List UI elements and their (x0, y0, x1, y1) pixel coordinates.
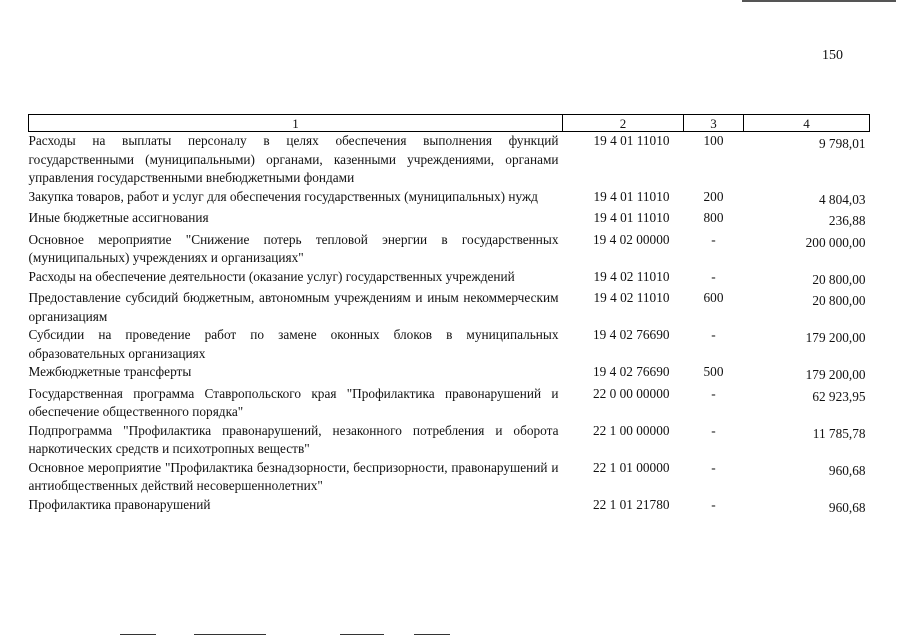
row-amount: 960,68 (828, 462, 866, 478)
row-code: 19 4 02 76690 (593, 364, 670, 379)
table-row (29, 422, 870, 459)
row-expense-type: - (711, 459, 716, 475)
row-amount: 960,68 (828, 499, 866, 515)
table-row (29, 268, 870, 290)
row-description: Закупка товаров, работ и услуг для обеспечения государственных (муниципальных) нужд (28, 188, 538, 204)
row-code: 22 0 00 00000 (593, 385, 670, 401)
table-row (29, 209, 870, 231)
row-expense-type: 600 (703, 290, 724, 305)
row-description: Профилактика правонарушений (28, 496, 211, 512)
bottom-scan-marks (120, 628, 460, 638)
row-expense-type: - (711, 231, 716, 247)
table-row (29, 385, 870, 422)
row-code: 19 4 01 11010 (593, 188, 670, 204)
table-row (29, 188, 870, 210)
row-expense-type: 800 (703, 210, 724, 225)
table-row (29, 231, 870, 268)
row-amount: 20 800,00 (812, 271, 866, 287)
row-amount: 236,88 (828, 213, 866, 228)
row-amount: 62 923,95 (812, 388, 866, 404)
row-amount: 179 200,00 (805, 367, 866, 382)
row-description: Подпрограмма "Профилактика правонарушений, незаконного потребления и оборота наркотических средств и психотропных веществ" (28, 422, 559, 456)
row-code: 22 1 00 00000 (593, 422, 670, 438)
row-code: 19 4 01 11010 (593, 210, 670, 225)
header-col-4: 4 (744, 115, 870, 132)
header-col-1: 1 (29, 115, 563, 132)
row-expense-type: 500 (703, 364, 724, 379)
table-row (29, 289, 870, 326)
row-code: 19 4 02 76690 (593, 327, 670, 342)
top-rule (742, 0, 896, 2)
row-expense-type: 100 (703, 133, 724, 148)
table-row (29, 459, 870, 496)
row-code: 22 1 01 00000 (593, 459, 670, 475)
row-expense-type: - (711, 327, 716, 342)
row-amount: 4 804,03 (818, 191, 866, 207)
row-code: 19 4 02 00000 (593, 231, 670, 247)
row-code: 19 4 01 11010 (593, 133, 670, 148)
table-header-row (29, 115, 870, 132)
row-expense-type: - (711, 422, 716, 438)
budget-table (28, 114, 870, 517)
header-col-3: 3 (684, 115, 744, 132)
row-amount: 11 785,78 (812, 425, 866, 441)
row-amount: 179 200,00 (805, 330, 866, 345)
row-code: 19 4 02 11010 (593, 268, 670, 284)
table-row (29, 363, 870, 385)
row-description: Предоставление субсидий бюджетным, автономным учреждениям и иным некоммерческим организациям (28, 290, 559, 324)
row-code: 22 1 01 21780 (593, 496, 670, 512)
row-description: Расходы на обеспечение деятельности (оказание услуг) государственных учреждений (28, 268, 515, 284)
row-amount: 9 798,01 (818, 136, 866, 151)
page-number: 150 (822, 48, 843, 63)
row-description: Государственная программа Ставропольского края "Профилактика правонарушений и обеспечение общественного порядка" (28, 385, 559, 419)
row-expense-type: - (711, 268, 716, 284)
table-row (29, 496, 870, 518)
row-description: Иные бюджетные ассигнования (28, 210, 209, 225)
table-row (29, 132, 870, 188)
table-row (29, 326, 870, 363)
row-description: Основное мероприятие "Профилактика безнадзорности, беспризорности, правонарушений и антиобщественных действий несовершеннолетних" (28, 459, 559, 493)
row-description: Основное мероприятие "Снижение потерь тепловой энергии в государственных (муниципальных) учреждениях и организациях" (28, 231, 559, 265)
row-amount: 20 800,00 (812, 293, 866, 308)
row-description: Расходы на выплаты персоналу в целях обеспечения выполнения функций государственными (муниципальными) органами, казенными учреждениями, органами управления государственными внебюджетными фондами (28, 133, 559, 185)
row-description: Субсидии на проведение работ по замене оконных блоков в муниципальных образовательных организациях (28, 327, 559, 361)
row-code: 19 4 02 11010 (593, 290, 670, 305)
row-expense-type: - (711, 496, 716, 512)
row-amount: 200 000,00 (805, 234, 866, 250)
header-col-2: 2 (563, 115, 684, 132)
row-description: Межбюджетные трансферты (28, 364, 192, 379)
row-expense-type: 200 (703, 188, 724, 204)
row-expense-type: - (711, 385, 716, 401)
